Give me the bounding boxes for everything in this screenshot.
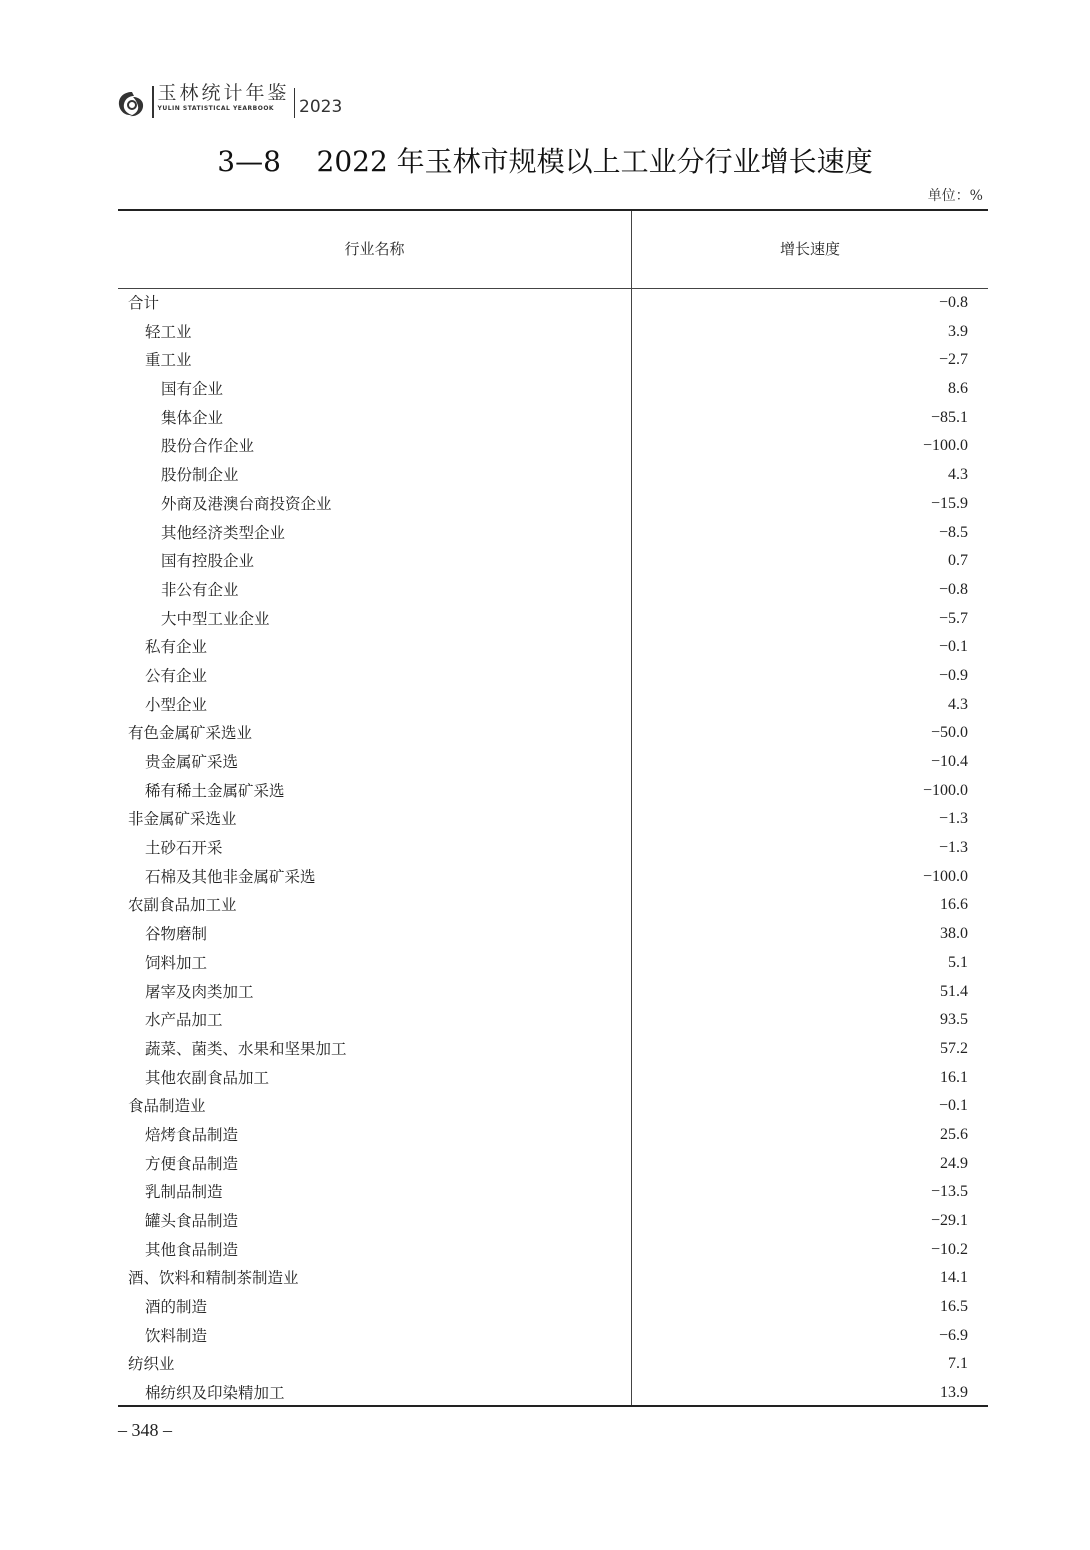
industry-name: 酒、饮料和精制茶制造业 — [128, 1269, 299, 1288]
growth-table — [118, 209, 988, 1407]
table-row — [118, 1293, 988, 1322]
industry-name: 屠宰及肉类加工 — [145, 982, 254, 1001]
table-row — [118, 289, 988, 318]
growth-value: 38.0 — [940, 925, 968, 943]
industry-name: 非金属矿采选业 — [128, 810, 237, 829]
industry-name: 酒的制造 — [145, 1298, 208, 1317]
table-row — [118, 547, 988, 576]
industry-name: 私有企业 — [145, 638, 208, 657]
industry-name: 饮料制造 — [145, 1326, 208, 1345]
brand-block — [158, 82, 290, 114]
table-row — [118, 432, 988, 461]
table-title: 3—8 2022 年玉林市规模以上工业分行业增长速度 — [217, 145, 873, 178]
industry-name: 水产品加工 — [145, 1011, 223, 1030]
table-row — [118, 691, 988, 720]
industry-name: 石棉及其他非金属矿采选 — [145, 867, 316, 886]
table-row — [118, 863, 988, 892]
growth-value: −0.1 — [938, 638, 968, 656]
table-row — [118, 404, 988, 433]
header-growth-rate: 增长速度 — [779, 240, 840, 258]
table-row — [118, 1092, 988, 1121]
growth-value: 93.5 — [940, 1011, 968, 1029]
growth-value: 3.9 — [948, 322, 968, 340]
industry-name: 食品制造业 — [128, 1097, 206, 1116]
table-header — [118, 211, 988, 289]
brand-chinese-name: 玉林统计年鉴 — [157, 82, 290, 104]
growth-value: 8.6 — [948, 380, 968, 398]
growth-value: 16.1 — [940, 1068, 968, 1086]
growth-value: 4.3 — [948, 466, 968, 484]
growth-value: −10.2 — [930, 1240, 968, 1258]
industry-name: 饲料加工 — [145, 953, 208, 972]
industry-name: 有色金属矿采选业 — [128, 724, 253, 743]
industry-name: 罐头食品制造 — [145, 1212, 239, 1230]
table-row — [118, 1178, 988, 1207]
table-row — [118, 662, 988, 691]
table-row — [118, 576, 988, 605]
growth-value: 7.1 — [948, 1355, 968, 1373]
table-row — [118, 1064, 988, 1093]
unit-label: 单位：% — [927, 188, 983, 204]
industry-name: 其他食品制造 — [145, 1240, 239, 1259]
table-row — [118, 805, 988, 834]
table-row — [118, 1379, 988, 1408]
industry-name: 棉纺织及印染精加工 — [145, 1384, 285, 1403]
growth-value: 51.4 — [940, 982, 968, 1000]
header-divider-2 — [294, 88, 296, 118]
table-row — [118, 1322, 988, 1351]
industry-name: 国有控股企业 — [161, 552, 255, 571]
growth-value: −15.9 — [930, 494, 968, 512]
table-row — [118, 719, 988, 748]
growth-value: 0.7 — [948, 552, 968, 570]
growth-value: −85.1 — [930, 408, 968, 426]
industry-name: 小型企业 — [145, 695, 208, 714]
table-row — [118, 605, 988, 634]
industry-name: 蔬菜、菌类、水果和坚果加工 — [145, 1039, 347, 1058]
table-row — [118, 633, 988, 662]
growth-value: −100.0 — [922, 867, 968, 885]
growth-value: 5.1 — [948, 953, 968, 971]
table-row — [118, 1035, 988, 1064]
growth-value: 16.6 — [940, 896, 968, 914]
header-divider — [152, 86, 154, 118]
table-row — [118, 891, 988, 920]
running-header — [116, 82, 342, 122]
industry-name: 轻工业 — [145, 322, 192, 341]
table-row — [118, 949, 988, 978]
industry-name: 稀有稀土金属矿采选 — [145, 781, 285, 800]
growth-value: −0.9 — [938, 666, 968, 684]
industry-name: 农副食品加工业 — [128, 896, 237, 915]
growth-value: −0.8 — [938, 580, 968, 598]
growth-value: −6.9 — [938, 1326, 968, 1344]
industry-name: 其他农副食品加工 — [145, 1068, 270, 1087]
growth-value: −10.4 — [930, 753, 968, 770]
table-row — [118, 920, 988, 949]
table-row — [118, 978, 988, 1007]
growth-value: −50.0 — [930, 724, 968, 742]
growth-value: 13.9 — [940, 1384, 968, 1402]
industry-name: 纺织业 — [128, 1355, 175, 1374]
growth-value: −0.1 — [938, 1097, 968, 1115]
growth-value: 24.9 — [940, 1154, 968, 1172]
table-body — [118, 289, 988, 1408]
growth-value: −13.5 — [930, 1183, 968, 1201]
industry-name: 重工业 — [145, 351, 192, 370]
table-row — [118, 1207, 988, 1236]
growth-value: −100.0 — [922, 781, 968, 799]
industry-name: 合计 — [128, 294, 160, 312]
industry-name: 非公有企业 — [161, 580, 239, 599]
yulin-logo-icon — [116, 88, 148, 120]
growth-value: −29.1 — [930, 1212, 968, 1229]
industry-name: 焙烤食品制造 — [145, 1125, 239, 1144]
industry-name: 股份制企业 — [161, 466, 239, 485]
industry-name: 乳制品制造 — [145, 1183, 223, 1202]
table-row — [118, 834, 988, 863]
growth-value: 14.1 — [940, 1269, 968, 1287]
growth-value: 25.6 — [940, 1125, 968, 1143]
growth-value: −100.0 — [922, 437, 968, 455]
table-row — [118, 1150, 988, 1179]
table-row — [118, 1264, 988, 1293]
brand-english-name: YULIN STATISTICAL YEARBOOK — [157, 105, 275, 112]
table-row — [118, 346, 988, 375]
growth-value: −0.8 — [938, 294, 968, 311]
table-row — [118, 748, 988, 777]
table-row — [118, 1350, 988, 1379]
table-row — [118, 375, 988, 404]
growth-value: −5.7 — [938, 609, 968, 627]
table-row — [118, 461, 988, 490]
header-industry-name: 行业名称 — [344, 240, 405, 258]
industry-name: 集体企业 — [161, 408, 224, 427]
page-number: – 348 – — [118, 1420, 172, 1440]
growth-value: 4.3 — [948, 695, 968, 713]
yearbook-year: 2023 — [299, 97, 343, 117]
industry-name: 股份合作企业 — [161, 437, 255, 456]
growth-value: 57.2 — [940, 1039, 968, 1057]
industry-name: 方便食品制造 — [145, 1154, 239, 1173]
growth-value: −1.3 — [938, 810, 968, 828]
growth-value: −1.3 — [938, 839, 968, 857]
table-row — [118, 318, 988, 347]
table-row — [118, 1121, 988, 1150]
table-row — [118, 1006, 988, 1035]
growth-value: −8.5 — [938, 523, 968, 541]
table-row — [118, 519, 988, 548]
industry-name: 外商及港澳台商投资企业 — [161, 494, 332, 513]
industry-name: 谷物磨制 — [145, 925, 208, 944]
industry-name: 大中型工业企业 — [161, 609, 270, 628]
industry-name: 公有企业 — [145, 666, 208, 685]
industry-name: 其他经济类型企业 — [161, 523, 286, 542]
growth-value: −2.7 — [938, 351, 968, 369]
growth-value: 16.5 — [940, 1298, 968, 1316]
table-row — [118, 1236, 988, 1265]
industry-name: 贵金属矿采选 — [145, 753, 239, 771]
table-row — [118, 777, 988, 806]
industry-name: 土砂石开采 — [145, 839, 223, 858]
industry-name: 国有企业 — [161, 380, 224, 399]
table-row — [118, 490, 988, 519]
